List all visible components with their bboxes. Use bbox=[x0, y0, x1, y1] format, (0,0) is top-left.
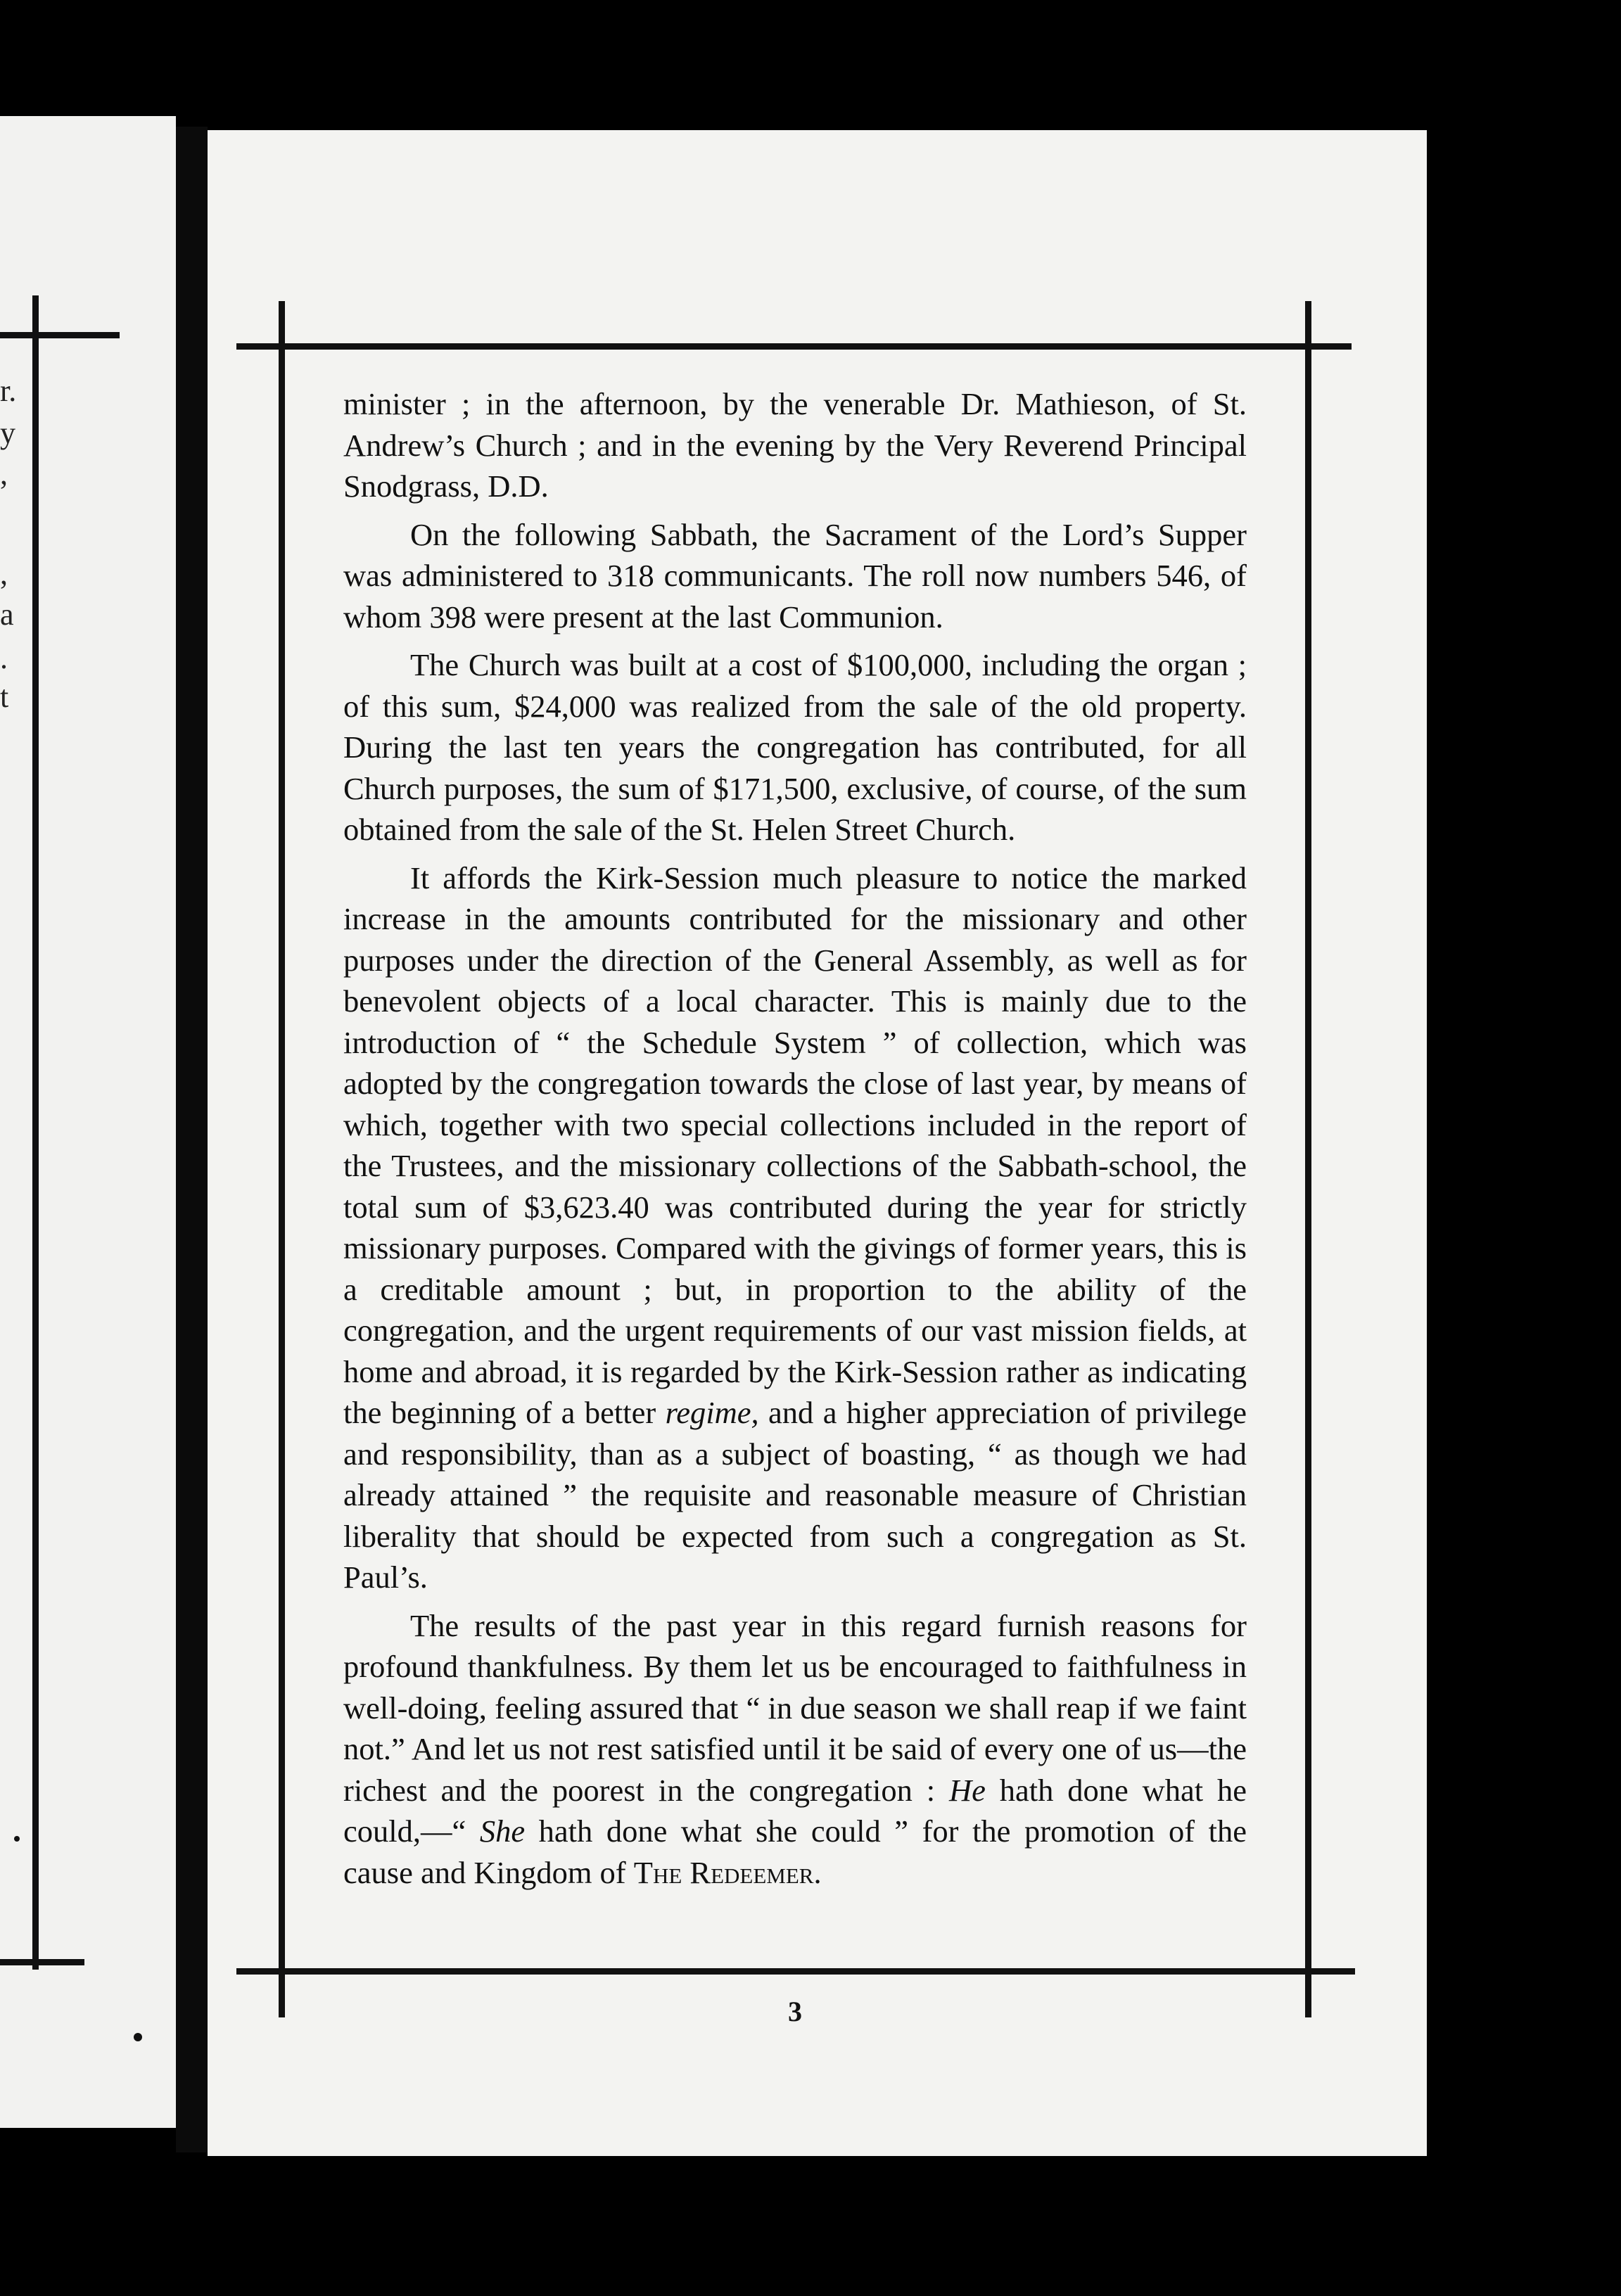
left-page-fragment: . bbox=[0, 641, 8, 675]
paragraph: The Church was built at a cost of $100,000, including the organ ; of this sum, $24,000 was realized from the sale of the old property. During the last ten years the congregation has contributed, for all Church purposes, the sum of $171,500, exclusive, of course, of the sum obtained from the sale of the St. Helen Street Church. bbox=[343, 647, 1247, 847]
paragraph-text: and a higher appreciation of privilege and responsibility, than as a subject of boasting, “ as though we had already attained ” the requisite and reasonable measure of Christian liberality that should be expected from such a congregation as St. Paul’s. bbox=[343, 1395, 1247, 1595]
frame-top-rule bbox=[236, 343, 1352, 350]
book-spine bbox=[176, 127, 208, 2152]
frame-bottom-rule bbox=[236, 1968, 1355, 1975]
paragraph bbox=[343, 1605, 1247, 1894]
left-page-frame-bottom bbox=[0, 1959, 84, 1965]
left-page-fragment: y bbox=[0, 416, 15, 450]
paragraph: minister ; in the afternoon, by the venerable Dr. Mathieson, of St. Andrew’s Church ; and in the evening by the Very Reverend Principal Snodgrass, D.D. bbox=[343, 386, 1247, 504]
paragraph bbox=[343, 857, 1247, 1598]
italic-word: He bbox=[948, 1772, 986, 1808]
paragraph-text: The results of the past year in this regard furnish reasons for profound thankfulness. By them let us be encouraged to faithfulness in well-doing, feeling assured that “ in due season we shall reap if we faint not.” And let us not rest satisfied until it be said of every one of us—the richest and the poorest in the congregation : bbox=[343, 1607, 1247, 1808]
italic-word: regime, bbox=[665, 1395, 759, 1430]
paragraph: On the following Sabbath, the Sacrament of the Lord’s Supper was administered to 318 communicants. The roll now numbers 546, of whom 398 were present at the last Communion. bbox=[343, 516, 1247, 634]
paragraph-text: It affords the Kirk-Session much pleasure to notice the marked increase in the amounts contributed for the missionary and other purposes under the direction of the General Assembly, as well as for benevolent objects of a local character. This is mainly due to the introduction of “ the Schedule System ” of collection, which was adopted by the congregation towards the close of last year, by means of which, together with two special collections included in the report of the Trustees, and the missionary collections of the Sabbath-school, the total sum of $3,623.40 was contributed during the year for strictly missionary purposes. Compared with the givings of former years, this is a creditable amount ; but, in proportion to the ability of the congregation, and the urgent requirements of our vast mission fields, at home and abroad, it is regarded by the Kirk-Session rather as indicating the beginning of a better bbox=[343, 860, 1247, 1430]
left-page-fragment: r. bbox=[0, 374, 17, 408]
page-body-text bbox=[343, 383, 1247, 1900]
left-page-frame-top bbox=[0, 332, 120, 338]
left-page-fragment: a bbox=[0, 597, 14, 632]
left-page-fragment: , bbox=[0, 457, 8, 491]
left-page-fragment: , bbox=[0, 556, 8, 591]
paragraph-text: hath done what he could,—“ bbox=[343, 1772, 1247, 1849]
italic-word: She bbox=[479, 1813, 526, 1849]
left-page-edge bbox=[0, 116, 176, 2128]
frame-right-rule bbox=[1305, 301, 1311, 2017]
scan-speck bbox=[14, 1836, 20, 1842]
page-number: 3 bbox=[788, 1996, 802, 2027]
left-page-frame-vertical bbox=[32, 295, 39, 1970]
small-caps-text: The Redeemer. bbox=[633, 1854, 822, 1890]
left-page-fragment: t bbox=[0, 680, 9, 714]
frame-left-rule bbox=[279, 301, 285, 2017]
scan-speck bbox=[134, 2033, 142, 2041]
paragraph-text: hath done what she could ” for the promotion of the cause and Kingdom of bbox=[343, 1813, 1247, 1890]
